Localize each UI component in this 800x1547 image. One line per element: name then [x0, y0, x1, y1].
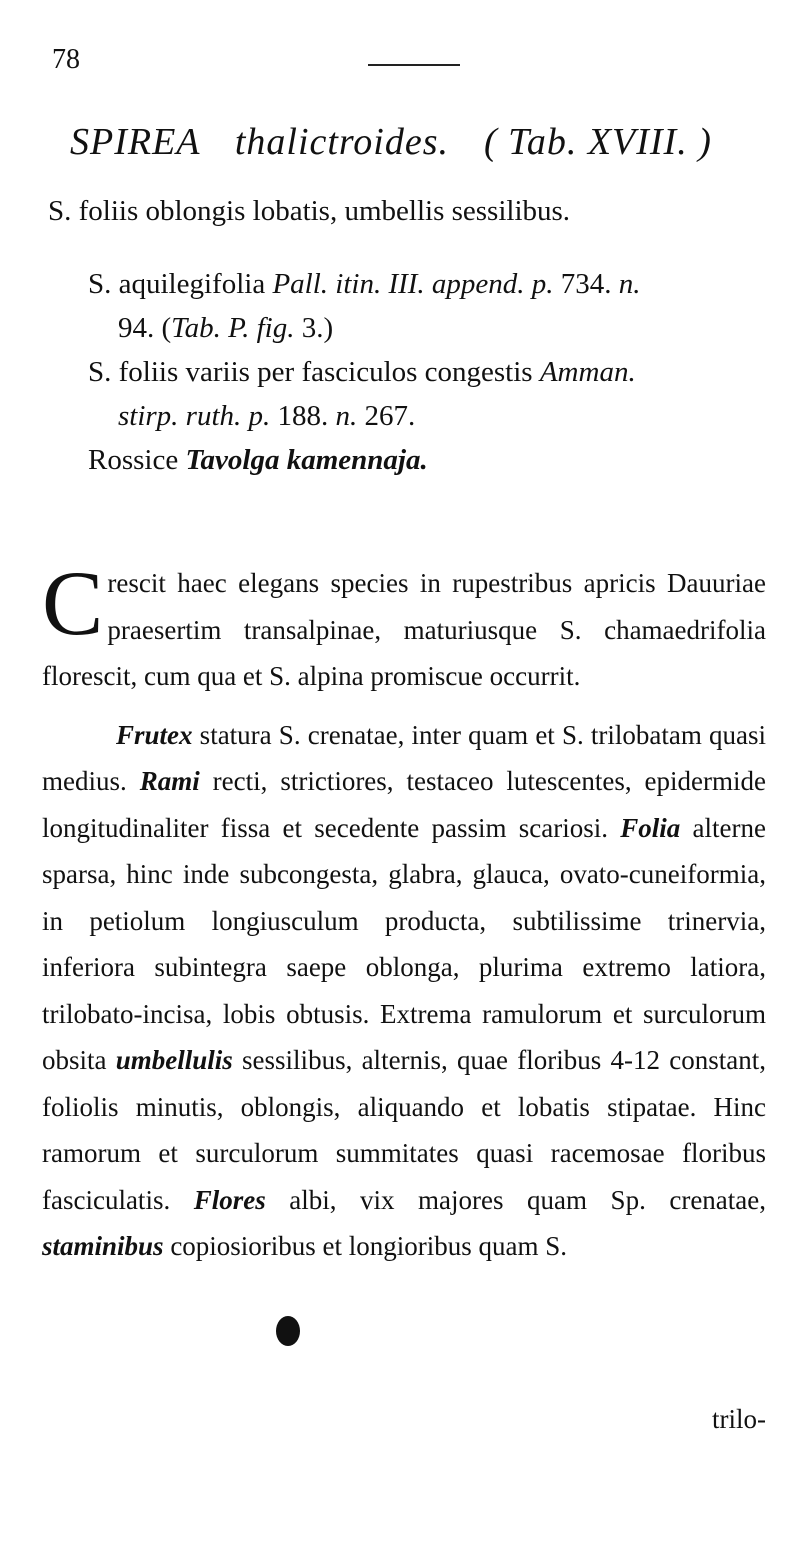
- diagnosis: S. foliis oblongis lobatis, umbellis sessilibus.: [48, 195, 571, 227]
- paragraph-text: statura S. crenatae, inter quam et S. trilobatam quasi medius.: [42, 719, 766, 796]
- paragraph: [42, 712, 766, 1270]
- emphasized-term: staminibus: [42, 1231, 164, 1261]
- synonym-name: S. aquilegifolia: [88, 268, 266, 300]
- synonym-paren: (: [154, 312, 172, 344]
- drop-cap: C: [42, 552, 104, 654]
- synonymy-list: [88, 262, 768, 482]
- synonym-n-label: n.: [328, 400, 358, 432]
- paragraph-text: rescit haec elegans species in rupestribus apricis Dauuriae praesertim transalpinae, maturiusque S. chamaedrifolia florescit, cum qua et S. alpina promiscue occurrit.: [42, 568, 766, 691]
- synonym-entry: [88, 350, 768, 438]
- emphasized-term: umbellulis: [115, 1045, 233, 1075]
- synonym-name: Rossice: [88, 444, 179, 476]
- plate-reference: ( Tab. XVIII. ): [484, 121, 712, 163]
- body-text: [42, 552, 767, 1270]
- synonym-reference-continued: stirp. ruth. p.: [118, 400, 271, 432]
- paragraph-text: albi, vix majores quam Sp. crenatae,: [265, 1184, 767, 1215]
- emphasized-term: Flores: [193, 1184, 266, 1215]
- paragraph-text: copiosioribus et longioribus quam S.: [163, 1231, 568, 1261]
- synonym-reference: Amman.: [539, 356, 636, 388]
- catchword: trilo-: [712, 1404, 766, 1434]
- paragraph: [42, 552, 766, 700]
- page-header: [40, 44, 760, 84]
- synonym-continuation: [88, 306, 768, 350]
- synonym-figure-number: 3.): [294, 312, 334, 344]
- species-title: [70, 120, 712, 164]
- vernacular-name: Tavolga kamennaja.: [185, 444, 428, 476]
- genus-name: SPIREA: [70, 121, 200, 163]
- synonym-continuation: [88, 394, 768, 438]
- header-rule: [368, 64, 460, 66]
- page-number: 78: [52, 44, 80, 75]
- synonym-plate-reference: Tab. P. fig.: [171, 312, 295, 344]
- synonym-number: 94.: [118, 312, 155, 344]
- synonym-n-label: n.: [611, 268, 641, 300]
- paragraph-text: alterne sparsa, hinc inde subcongesta, glabra, glauca, ovato-cuneiformia, in petiolum longiusculum producta, subtilissime trinervia, inferiora subintegra saepe oblonga, plurima extremo latiora, trilobato-incisa, lobis obtusis. Extrema ramulorum et surculorum obsita: [42, 812, 766, 1075]
- species-epithet: thalictroides.: [234, 121, 450, 163]
- emphasized-term: Folia: [620, 812, 681, 843]
- synonym-page: 734.: [553, 268, 612, 300]
- emphasized-term: Rami: [139, 766, 200, 796]
- synonym-entry: [88, 438, 768, 482]
- ink-stain: [276, 1316, 300, 1346]
- synonym-name: S. foliis variis per fasciculos congestis: [88, 356, 533, 388]
- paragraph-text: recti, strictiores, testaceo lutescentes, epidermide longitudinaliter fissa et secedente passim scariosi.: [42, 766, 767, 843]
- synonym-page: 188.: [270, 400, 329, 432]
- synonym-number: 267.: [357, 400, 416, 432]
- paragraph-text: sessilibus, alternis, quae floribus 4-12 constant, foliolis minutis, oblongis, aliquando et lobatis stipatae. Hinc ramorum et surculorum summitates quasi racemosae floribus fasciculatis.: [42, 1045, 767, 1215]
- synonym-entry: [88, 262, 768, 350]
- synonym-reference: Pall. itin. III. append. p.: [272, 268, 554, 300]
- emphasized-term: Frutex: [116, 719, 193, 750]
